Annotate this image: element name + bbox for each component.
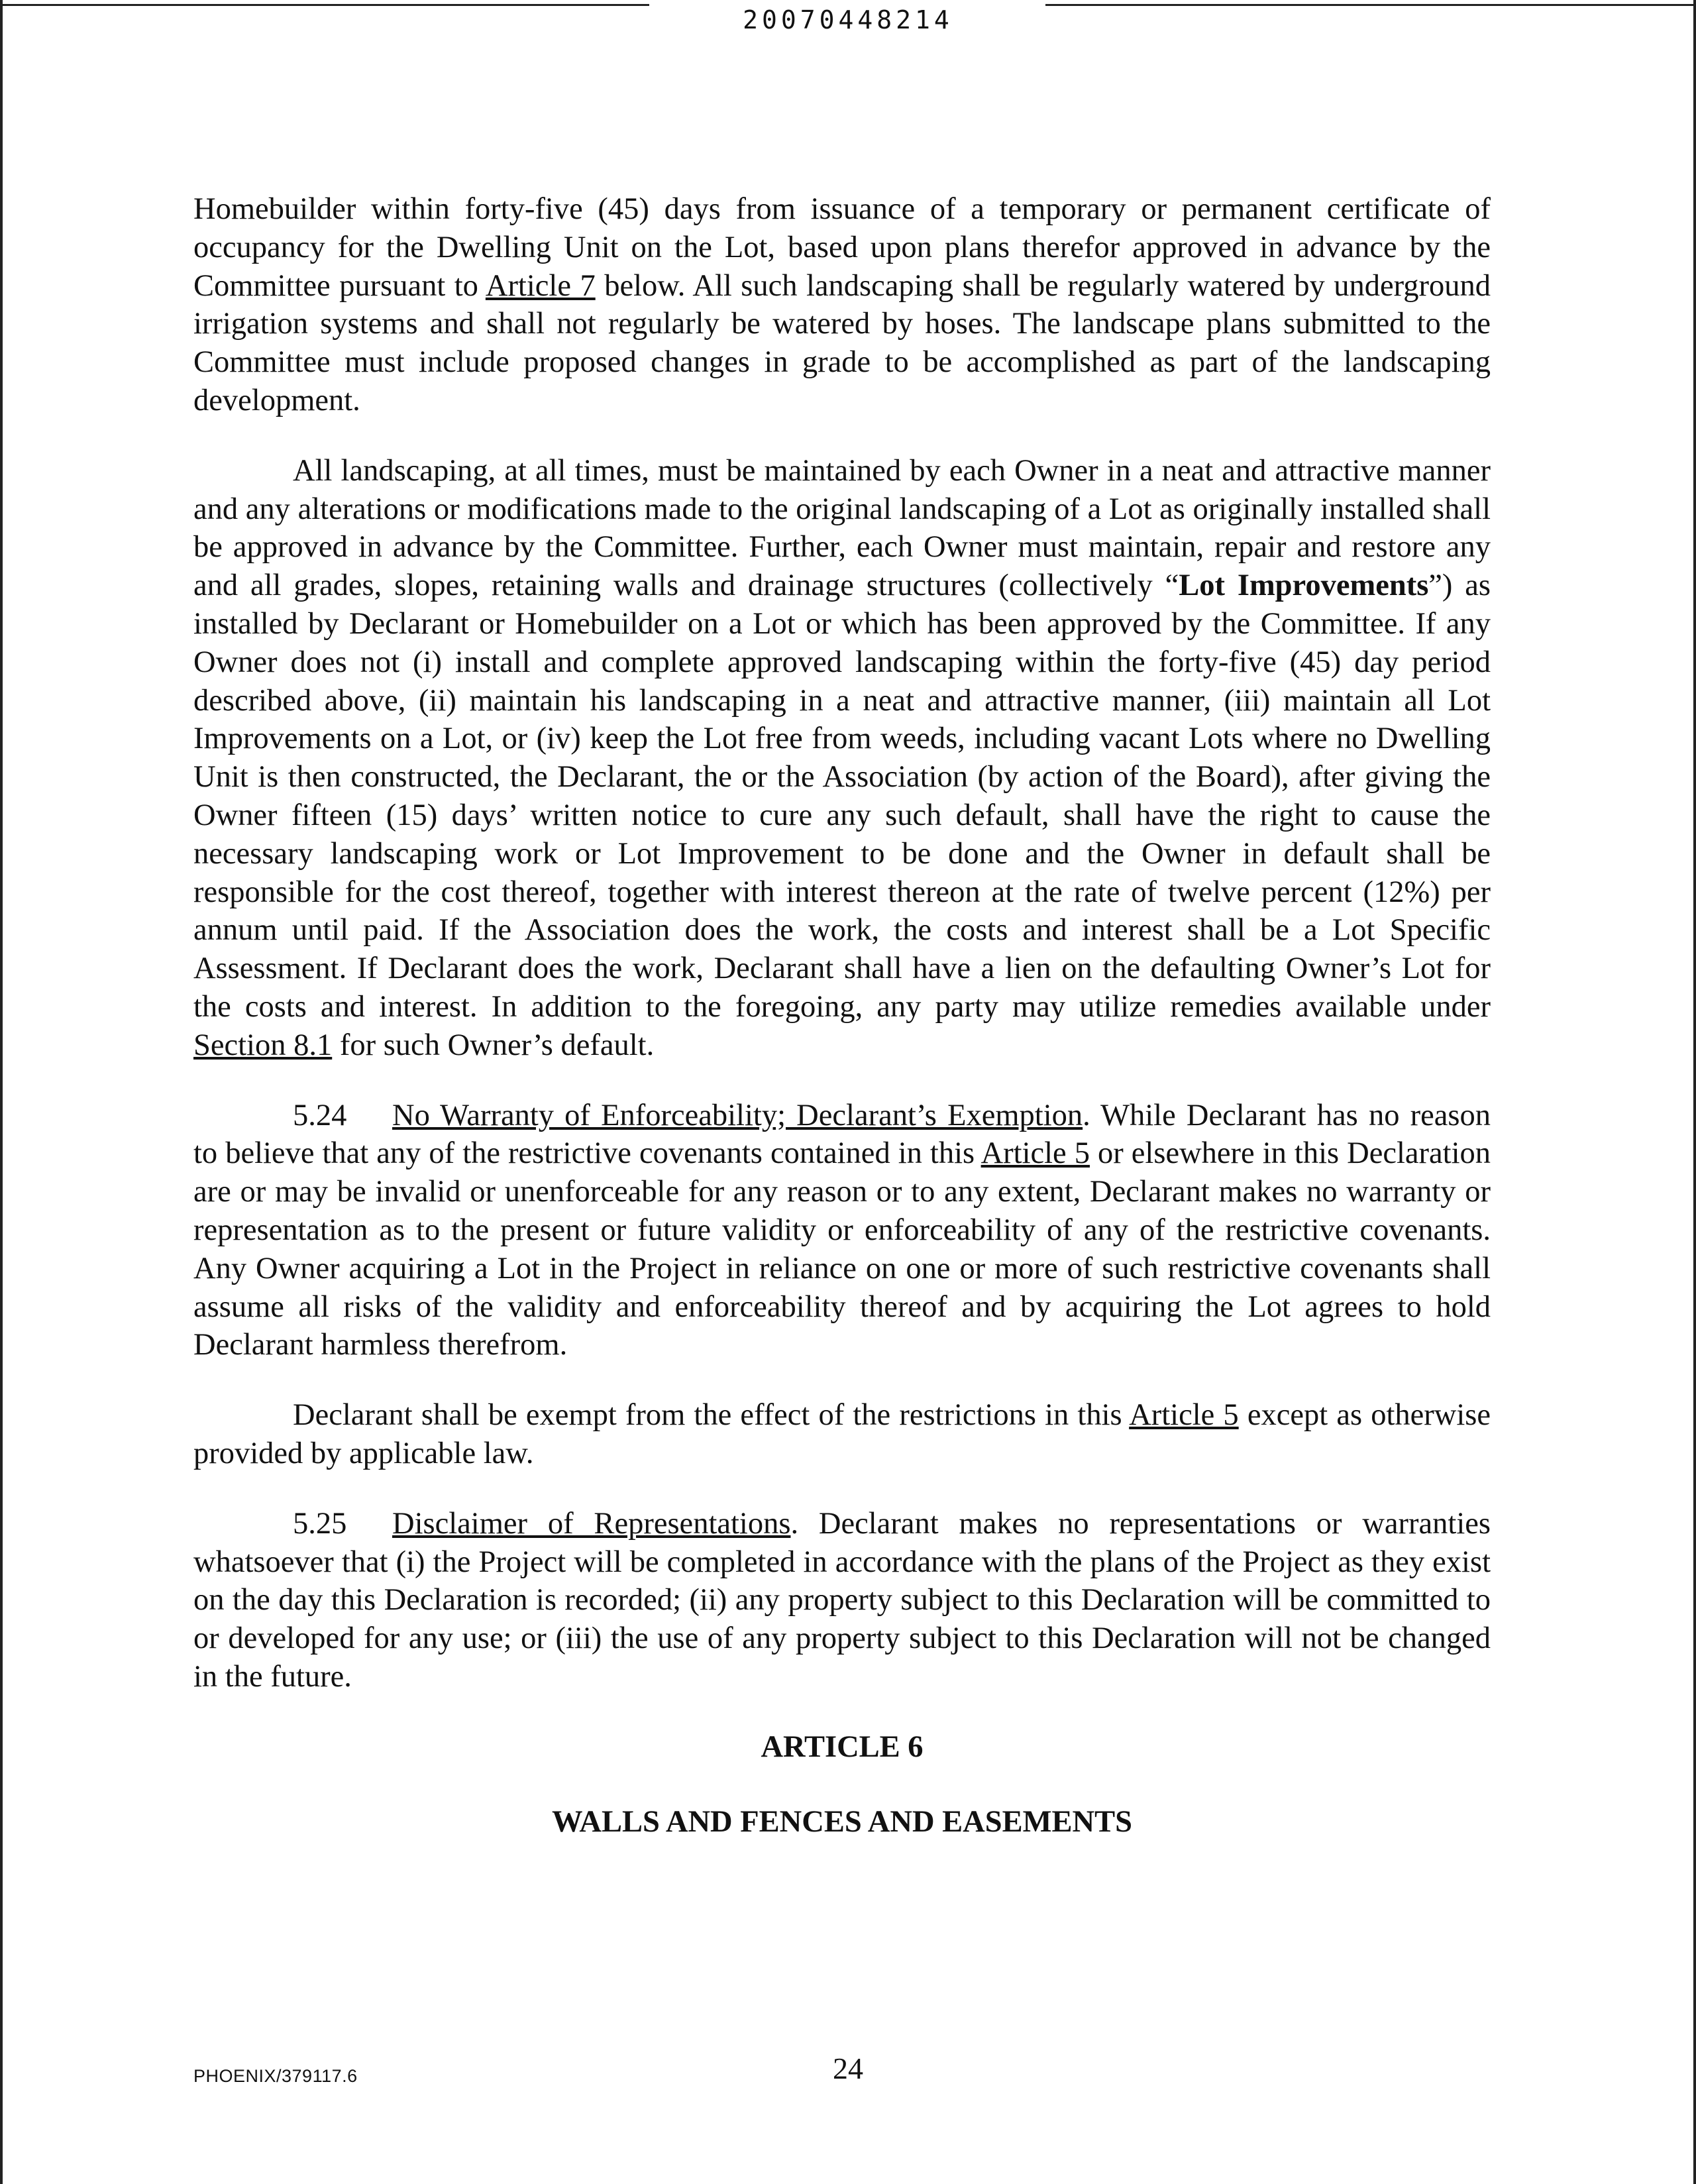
page-border-left bbox=[0, 0, 3, 2184]
page-border-right bbox=[1693, 0, 1696, 2184]
section-5-25: 5.25 Disclaimer of Representations. Declarant makes no representations or warranties whatsoever that (i) the Project will be completed in accordance with the plans of the Project as they exist on the day this Declaration is recorded; (ii) any property subject to this Declaration will be committed to or developed for any use; or (iii) the use of any property subject to this Declaration will not be changed in the future. bbox=[193, 1505, 1491, 1696]
article-5-reference: Article 5 bbox=[980, 1136, 1090, 1171]
document-body bbox=[193, 190, 1491, 1841]
section-title: Disclaimer of Representations bbox=[392, 1506, 791, 1541]
section-8-1-reference: Section 8.1 bbox=[193, 1028, 333, 1062]
paragraph-landscaping-maintenance: All landscaping, at all times, must be maintained by each Owner in a neat and attractive manner and any alterations or modifications made to the original landscaping of a Lot as originally installed shall be approved in advance by the Committee. Further, each Owner must maintain, repair and restore any and all grades, slopes, retaining walls and drainage structures (collectively “Lot Improvements”) as installed by Declarant or Homebuilder on a Lot or which has been approved by the Committee. If any Owner does not (i) install and complete approved landscaping within the forty-five (45) day period described above, (ii) maintain his landscaping in a neat and attractive manner, (iii) maintain all Lot Improvements on a Lot, or (iv) keep the Lot free from weeds, including vacant Lots where no Dwelling Unit is then constructed, the Declarant, the or the Association (by action of the Board), after giving the Owner fifteen (15) days’ written notice to cure any such default, shall have the right to cause the necessary landscaping work or Lot Improvement to be done and the Owner in default shall be responsible for the cost thereof, together with interest thereon at the rate of twelve percent (12%) per annum until paid. If the Association does the work, the costs and interest shall be a Lot Specific Assessment. If Declarant does the work, Declarant shall have a lien on the defaulting Owner’s Lot for the costs and interest. In addition to the foregoing, any party may utilize remedies available under Section 8.1 for such Owner’s default. bbox=[193, 453, 1491, 1062]
paragraph-landscaping-deadline: Homebuilder within forty-five (45) days from issuance of a temporary or permanent certificate of occupancy for the Dwelling Unit on the Lot, based upon plans therefor approved in advance by the Committee pursuant to Article 7 below. All such landscaping shall be regularly watered by underground irrigation systems and shall not regularly be watered by hoses. The landscape plans submitted to the Committee must include proposed changes in grade to be accomplished as part of the landscaping development. bbox=[193, 192, 1491, 417]
article-title: WALLS AND FENCES AND EASEMENTS bbox=[552, 1805, 1132, 1839]
article-5-reference: Article 5 bbox=[1129, 1398, 1239, 1433]
defined-term-lot-improvements: Lot Improvements bbox=[1179, 569, 1429, 603]
section-number: 5.24 bbox=[293, 1098, 347, 1132]
recording-number: 20070448214 bbox=[743, 5, 953, 34]
section-title: No Warranty of Enforceability; Declarant’s Exemption bbox=[392, 1098, 1083, 1132]
page-number: 24 bbox=[833, 2051, 863, 2085]
footer-document-id: PHOENIX/379117.6 bbox=[193, 2066, 358, 2086]
article-heading: ARTICLE 6 bbox=[761, 1729, 924, 1764]
paragraph-declarant-exemption: Declarant shall be exempt from the effect of the restrictions in this Article 5 except as otherwise provided by applicable law. bbox=[193, 1398, 1491, 1470]
section-number: 5.25 bbox=[293, 1506, 347, 1541]
article-7-reference: Article 7 bbox=[485, 268, 596, 303]
section-5-24: 5.24 No Warranty of Enforceability; Declarant’s Exemption. While Declarant has no reason to believe that any of the restrictive covenants contained in this Article 5 or elsewhere in this Declaration are or may be invalid or unenforceable for any reason or to any extent, Declarant makes no warranty or representation as to the present or future validity or enforceability of any of the restrictive covenants. Any Owner acquiring a Lot in the Project in reliance on one or more of such restrictive covenants shall assume all risks of the validity and enforceability thereof and by acquiring the Lot agrees to hold Declarant harmless therefrom. bbox=[193, 1097, 1491, 1365]
